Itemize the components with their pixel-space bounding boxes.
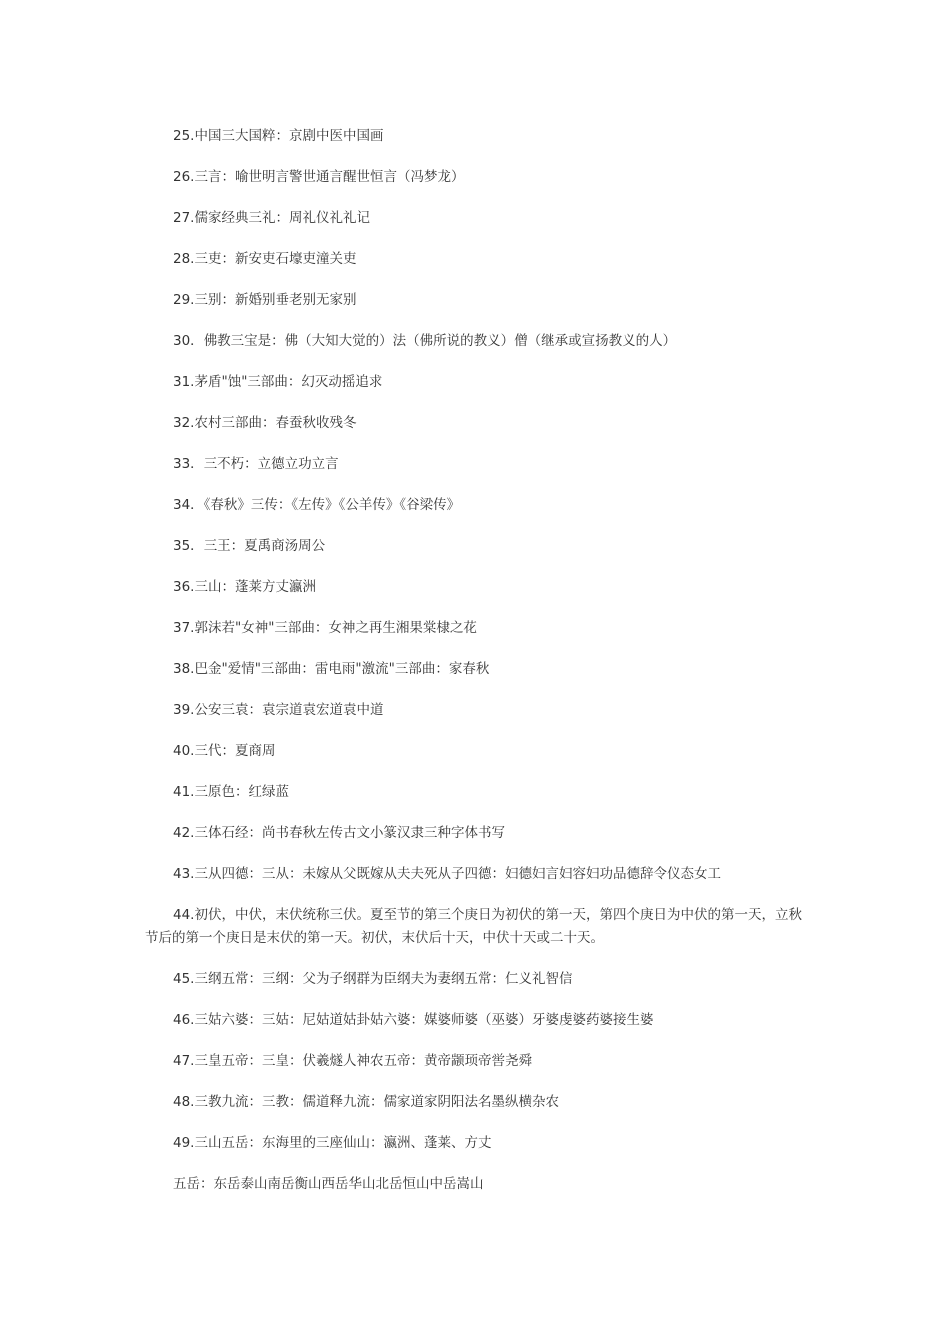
paragraph-text: 三皇五帝：三皇：伏羲燧人神农五帝：黄帝颛顼帝喾尧舜 — [194, 1053, 532, 1069]
paragraph-31 — [145, 371, 810, 394]
paragraph-30 — [145, 330, 810, 353]
paragraph-number: 38. — [173, 661, 195, 677]
paragraph-34 — [145, 494, 810, 517]
paragraph-27 — [145, 207, 810, 230]
paragraph-47 — [145, 1050, 810, 1073]
paragraph-number: 26. — [173, 169, 195, 185]
paragraph-28 — [145, 248, 810, 271]
paragraph-text: 三别：新婚别垂老别无家别 — [194, 292, 357, 308]
paragraph-text: 三言：喻世明言警世通言醒世恒言（冯梦龙） — [194, 169, 465, 185]
paragraph-text: 三山五岳：东海里的三座仙山：瀛洲、蓬莱、方丈 — [194, 1135, 492, 1151]
paragraph-text: 茅盾"蚀"三部曲：幻灭动摇追求 — [194, 374, 383, 390]
paragraph-32 — [145, 412, 810, 435]
paragraph-text: 三从四德：三从：未嫁从父既嫁从夫夫死从子四德：妇德妇言妇容妇功品德辞令仪态女工 — [194, 866, 721, 882]
paragraph-text: 巴金"爱情"三部曲：雷电雨"激流"三部曲：家春秋 — [194, 661, 490, 677]
paragraph-35 — [145, 535, 810, 558]
paragraph-45 — [145, 968, 810, 991]
paragraph-text: 三姑六婆：三姑：尼姑道姑卦姑六婆：媒婆师婆（巫婆）牙婆虔婆药婆接生婆 — [194, 1012, 654, 1028]
document-body — [145, 125, 810, 1214]
paragraph-38 — [145, 658, 810, 681]
paragraph-39 — [145, 699, 810, 722]
paragraph-number: 49. — [173, 1135, 195, 1151]
paragraph-41 — [145, 781, 810, 804]
paragraph-text: 三原色：红绿蓝 — [194, 784, 289, 800]
paragraph-number: 47. — [173, 1053, 195, 1069]
paragraph-text: 三纲五常：三纲：父为子纲群为臣纲夫为妻纲五常：仁义礼智信 — [194, 971, 573, 987]
paragraph-text: 郭沫若"女神"三部曲：女神之再生湘果棠棣之花 — [194, 620, 477, 636]
paragraph-25 — [145, 125, 810, 148]
paragraph-number: 42. — [173, 825, 195, 841]
paragraph-text: 三体石经：尚书春秋左传古文小篆汉隶三种字体书写 — [194, 825, 505, 841]
paragraph-33 — [145, 453, 810, 476]
paragraph-number: 46. — [173, 1012, 195, 1028]
paragraph-46 — [145, 1009, 810, 1032]
paragraph-text: 农村三部曲：春蚕秋收残冬 — [194, 415, 357, 431]
paragraph-text: 《春秋》三传：《左传》《公羊传》《谷梁传》 — [203, 497, 461, 513]
paragraph-number: 36. — [173, 579, 195, 595]
paragraph-number: 48. — [173, 1094, 195, 1110]
paragraph-number: 28. — [173, 251, 195, 267]
paragraph-text: 五岳：东岳泰山南岳衡山西岳华山北岳恒山中岳嵩山 — [173, 1176, 484, 1192]
paragraph-40 — [145, 740, 810, 763]
paragraph-26 — [145, 166, 810, 189]
paragraph-text: 佛教三宝是：佛（大知大觉的）法（佛所说的教义）僧（继承或宣扬教义的人） — [203, 333, 677, 349]
paragraph-43 — [145, 863, 810, 886]
paragraph-37 — [145, 617, 810, 640]
paragraph-text: 中国三大国粹：京剧中医中国画 — [194, 128, 384, 144]
paragraph-number: 33． — [173, 456, 204, 472]
paragraph-number: 32. — [173, 415, 195, 431]
paragraph-text: 三山：蓬莱方丈瀛洲 — [194, 579, 316, 595]
paragraph-42 — [145, 822, 810, 845]
paragraph-number: 37. — [173, 620, 195, 636]
paragraph-five-mountains — [145, 1173, 810, 1196]
paragraph-44 — [145, 904, 810, 950]
paragraph-48 — [145, 1091, 810, 1114]
paragraph-number: 31. — [173, 374, 195, 390]
paragraph-number: 30． — [173, 333, 204, 349]
paragraph-text: 公安三袁：袁宗道袁宏道袁中道 — [194, 702, 384, 718]
paragraph-number: 27. — [173, 210, 195, 226]
paragraph-text: 三代：夏商周 — [194, 743, 276, 759]
paragraph-number: 39. — [173, 702, 195, 718]
paragraph-number: 40. — [173, 743, 195, 759]
paragraph-number: 41. — [173, 784, 195, 800]
paragraph-text: 儒家经典三礼：周礼仪礼礼记 — [194, 210, 370, 226]
paragraph-49 — [145, 1132, 810, 1155]
paragraph-text: 三王：夏禹商汤周公 — [203, 538, 326, 554]
paragraph-36 — [145, 576, 810, 599]
paragraph-text: 三吏：新安吏石壕吏潼关吏 — [194, 251, 357, 267]
paragraph-text: 初伏，中伏，末伏统称三伏。夏至节的第三个庚日为初伏的第一天，第四个庚日为中伏的第一天，立秋节后的第一个庚日是末伏的第一天。初伏，末伏后十天，中伏十天或二十天。 — [145, 907, 802, 946]
paragraph-number: 35． — [173, 538, 204, 554]
paragraph-number: 25. — [173, 128, 195, 144]
paragraph-text: 三不朽：立德立功立言 — [203, 456, 339, 472]
paragraph-29 — [145, 289, 810, 312]
paragraph-number: 34． — [173, 497, 204, 513]
paragraph-number: 44. — [173, 907, 195, 923]
paragraph-number: 45. — [173, 971, 195, 987]
paragraph-text: 三教九流：三教：儒道释九流：儒家道家阴阳法名墨纵横杂农 — [194, 1094, 559, 1110]
paragraph-number: 43. — [173, 866, 195, 882]
paragraph-number: 29. — [173, 292, 195, 308]
